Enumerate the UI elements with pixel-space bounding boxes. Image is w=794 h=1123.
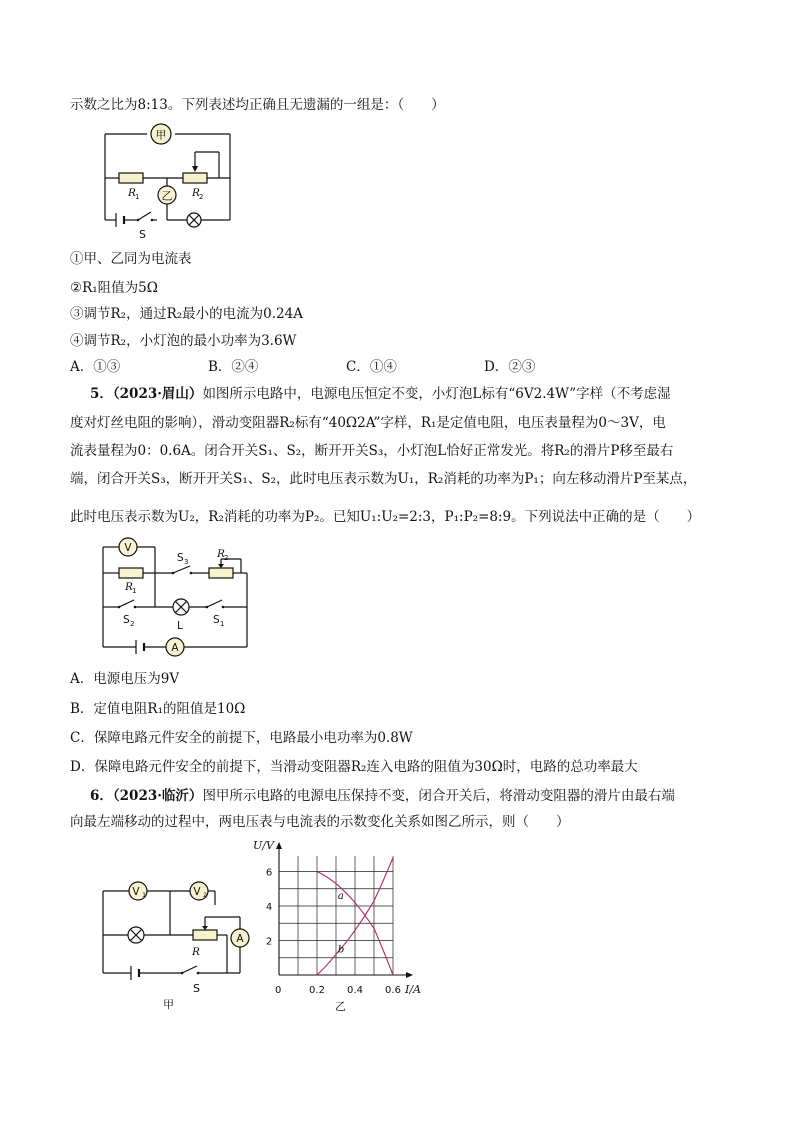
- x-axis-arrow: [406, 972, 413, 978]
- q5-s2-sub: 2: [130, 620, 135, 628]
- q5-rheostat-r2: [209, 568, 233, 578]
- y-tick-label: 6: [265, 867, 273, 879]
- q4-battery: [116, 213, 124, 227]
- q5-r1-sub: 1: [132, 587, 137, 595]
- q5-r1-label: R: [125, 581, 133, 593]
- q4-statement-2: ②R₁阻值为5Ω: [70, 280, 158, 296]
- q5-switch-s1: [206, 600, 225, 608]
- q5-resistor-r1: [119, 568, 143, 578]
- q4-option-d[interactable]: D．②③: [484, 359, 536, 375]
- q5-option-a[interactable]: A．电源电压为9V: [70, 671, 180, 687]
- q4-meter-jia: [151, 124, 171, 144]
- x-tick-label: 0.6: [385, 985, 401, 996]
- q6-v1-sub: 1: [142, 891, 147, 899]
- q5-option-c[interactable]: C．保障电路元件安全的前提下，电路最小电功率为0.8W: [70, 730, 413, 746]
- y-tick-label: 4: [265, 902, 273, 914]
- q4-lamp: [187, 213, 201, 227]
- q6-voltmeter-v1: [129, 882, 147, 900]
- graph-grid: [279, 856, 393, 975]
- q5-source: （2023·眉山）: [112, 386, 203, 402]
- q6-circuit-caption: 甲: [163, 998, 174, 1010]
- q6-battery: [131, 966, 139, 980]
- q5-line-3: 流表量程为0：0.6A。闭合开关S₁、S₂，断开开关S₃，小灯泡L恰好正常发光。将R₂的滑片P移至最右: [70, 443, 674, 459]
- q4-rheostat-r2: [183, 173, 207, 183]
- q6-line-1: [90, 787, 675, 805]
- q6-r-label: R: [192, 946, 200, 958]
- q5-battery: [136, 640, 144, 654]
- graph-y-axis-label: U/V: [253, 839, 274, 852]
- q5-s2-label: S: [123, 614, 130, 626]
- q5-switch-s2: [118, 600, 137, 608]
- q5-line-5: 此时电压表示数为U₂，R₂消耗的功率为P₂。已知U₁:U₂=2:3，P₁:P₂=8:9。下列说法中正确的是（ ）: [70, 509, 701, 525]
- q4-statement-1: ①甲、乙同为电流表: [70, 251, 192, 267]
- q4-circuit-diagram: [95, 118, 245, 240]
- q5-s3-sub: 3: [184, 558, 189, 566]
- q5-option-b[interactable]: B．定值电阻R₁的阻值是10Ω: [70, 701, 246, 717]
- q4-meter-yi: [158, 186, 176, 204]
- q5-voltmeter: [119, 538, 137, 556]
- x-tick-label: 0.2: [309, 985, 325, 996]
- q5-r2-label: R: [217, 548, 225, 560]
- q4-statement-4: ④调节R₂，小灯泡的最小功率为3.6W: [70, 333, 297, 349]
- graph-origin-label: 0: [275, 985, 282, 996]
- q5-lamp: [173, 599, 189, 615]
- q6-ammeter-label: A: [236, 933, 244, 945]
- q4-switch-label: S: [139, 228, 146, 240]
- q4-switch-s: [137, 212, 154, 221]
- series-a-label: a: [337, 891, 344, 903]
- q5-line-2: 度对灯丝电阻的影响），滑动变阻器R₂标有“40Ω2A”字样，R₁是定值电阻，电压表量程为0～3V，电: [70, 415, 666, 431]
- q5-s1-sub: 1: [220, 620, 225, 628]
- y-tick-label: 2: [265, 936, 273, 948]
- q5-switch-s3: [172, 566, 193, 574]
- q4-statement-3: ③调节R₂，通过R₂最小的电流为0.24A: [70, 306, 303, 322]
- q6-source: （2023·临沂）: [112, 788, 203, 804]
- q5-ammeter: [166, 638, 184, 656]
- q6-graph: [245, 835, 435, 1015]
- q6-rheostat-r: [193, 930, 217, 940]
- q5-voltmeter-label: V: [124, 542, 132, 554]
- q5-circuit-diagram: [95, 535, 260, 657]
- series-b-label: b: [337, 944, 345, 956]
- q4-r2-sub: 2: [199, 193, 204, 201]
- q6-voltmeter-v2: [190, 882, 208, 900]
- graph-caption: 乙: [335, 1000, 346, 1013]
- q4-resistor-r1: [119, 173, 143, 183]
- graph-x-axis-label: I/A: [405, 983, 421, 996]
- q6-number: 6．: [90, 788, 113, 804]
- q5-s3-label: S: [177, 552, 184, 564]
- q4-option-c[interactable]: C．①④: [346, 359, 397, 375]
- q6-v1-label: V: [132, 886, 140, 898]
- q6-lamp: [128, 927, 144, 943]
- q4-option-a[interactable]: A．①③: [70, 359, 121, 375]
- q6-line-2: 向最左端移动的过程中，两电压表与电流表的示数变化关系如图乙所示，则（ ）: [70, 814, 570, 830]
- q4-r1-sub: 1: [135, 193, 140, 201]
- q5-r2-sub: 2: [224, 554, 229, 562]
- q5-lamp-label: L: [177, 620, 183, 632]
- q4-meter-yi-label: 乙: [161, 189, 173, 203]
- q6-v2-sub: 2: [203, 891, 208, 899]
- q4-r2-label: R: [192, 187, 200, 199]
- q5-ammeter-label: A: [171, 642, 179, 654]
- q5-option-d[interactable]: D．保障电路元件安全的前提下，当滑动变阻器R₂连入电路的阻值为30Ω时，电路的总功率最大: [70, 759, 638, 775]
- q5-number: 5．: [90, 386, 113, 402]
- q4-stem-tail: 示数之比为8:13。下列表述均正确且无遗漏的一组是：（ ）: [70, 97, 445, 113]
- q4-r1-label: R: [128, 187, 136, 199]
- q6-switch-s: [181, 966, 200, 974]
- q6-line-1-text: 图甲所示电路的电源电压保持不变，闭合开关后，将滑动变阻器的滑片由最右端: [202, 788, 675, 804]
- q5-line-1: [90, 385, 671, 403]
- q4-meter-jia-label: 甲: [155, 128, 167, 142]
- q6-v2-label: V: [193, 886, 201, 898]
- x-tick-label: 0.4: [347, 985, 363, 996]
- q6-switch-label: S: [193, 982, 200, 995]
- y-axis-arrow: [276, 842, 282, 849]
- q5-line-4: 端，闭合开关S₃，断开开关S₁、S₂，此时电压表示数为U₁，R₂消耗的功率为P₁；向左移动滑片P至某点，: [70, 471, 697, 487]
- q4-option-b[interactable]: B．②④: [208, 359, 259, 375]
- q5-s1-label: S: [213, 614, 220, 626]
- q5-line-1-text: 如图所示电路中，电源电压恒定不变，小灯泡L标有“6V2.4W”字样（不考虑湿: [202, 386, 671, 402]
- q6-circuit-diagram: [95, 875, 260, 1010]
